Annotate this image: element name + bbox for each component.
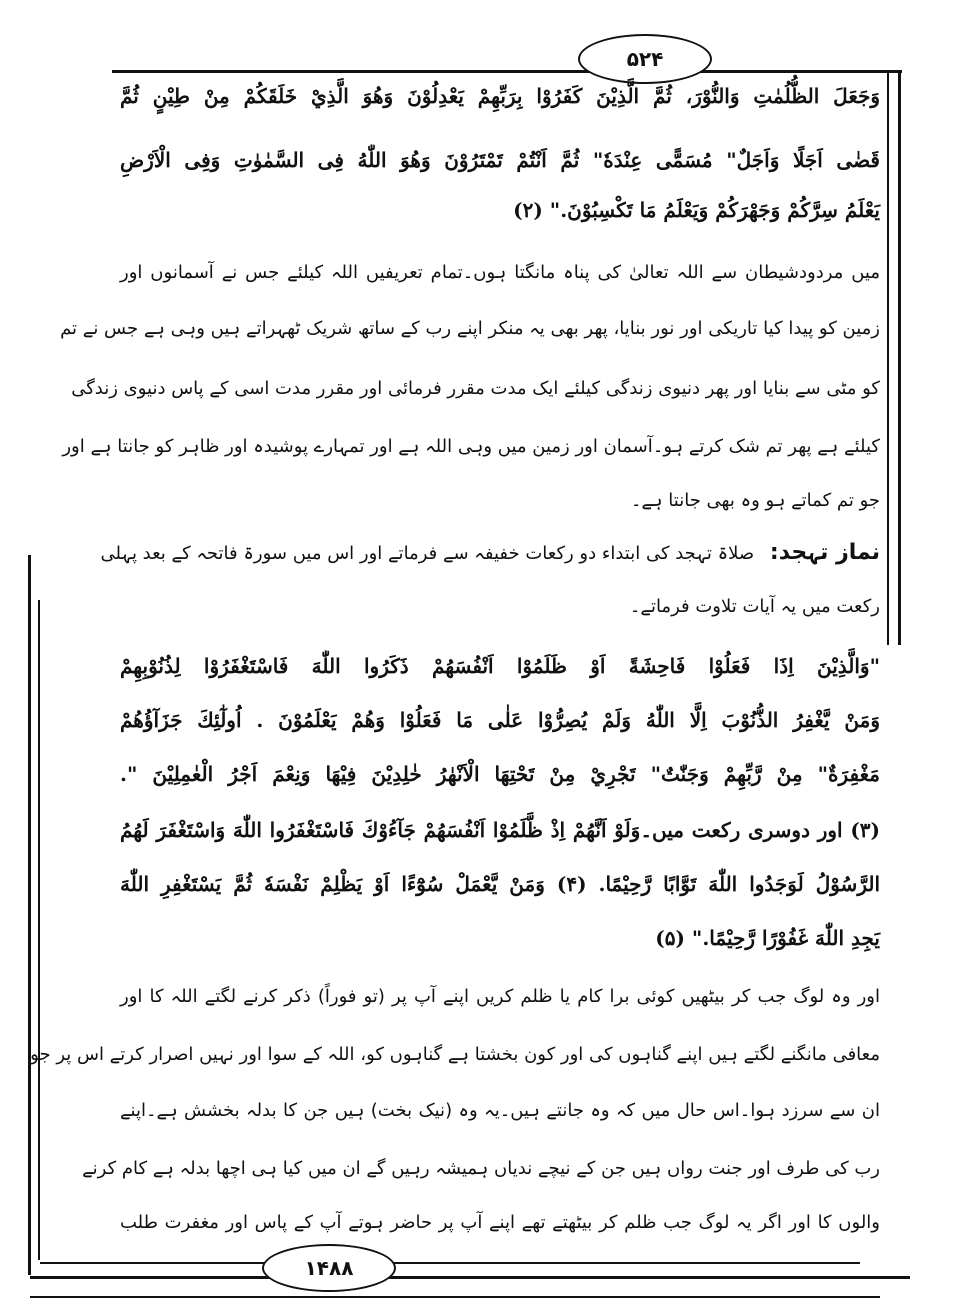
urdu-line: کیلئے ہے پھر تم شک کرتے ہو۔آسمان اور زمین میں وہی اللہ ہے اور تمہارے پوشیدہ اور ظاہر کو جانتا ہے اور	[62, 436, 880, 457]
urdu-line: والوں کا اور اگر یہ لوگ جب ظلم کر بیٹھتے تھے اپنے آپ پر حاضر ہوتے آپ کے پاس اور مغفرت طلب	[120, 1212, 880, 1233]
frame-left-rule-outer	[28, 555, 31, 1275]
urdu-line: میں مردودشیطان سے اللہ تعالیٰ کی پناہ مانگتا ہوں۔تمام تعریفیں اللہ کیلئے جس نے آسمانوں اور	[120, 262, 880, 283]
urdu-line-text: صلاۃ تہجد کی ابتداء دو رکعات خفیفہ سے فرماتے اور اس میں سورۃ فاتحہ کے بعد پہلی	[100, 543, 755, 564]
arabic-line: قَضٰى اَجَلًا وَاَجَلٌ" مُسَمًّى عِنْدَهٗ" ثُمَّ اَنْتُمْ تَمْتَرُوْنَ وَهُوَ اللّٰهُ فِى السَّمٰوٰتِ وَفِى الْاَرْضِ	[120, 148, 880, 172]
content	[30, 0, 881, 1308]
arabic-line: يَجِدِ اللّٰهَ غَفُوْرًا رَّحِيْمًا." (۵)	[655, 926, 880, 950]
frame-right-rule-outer	[898, 70, 901, 645]
frame-left-rule-inner	[38, 600, 40, 1260]
frame-right-rule-inner	[887, 70, 889, 645]
urdu-line: رب کی طرف اور جنت رواں ہیں جن کے نیچے ندیاں ہمیشہ رہیں گے ان میں کیا ہی اچھا بدلہ ہے کام کرنے	[82, 1158, 880, 1179]
section-heading: نماز تہجد:	[769, 540, 880, 565]
footer-page-number-text: ۱۴۸۸	[304, 1256, 354, 1280]
urdu-line: کو مٹی سے بنایا اور پھر دنیوی زندگی کیلئے ایک مدت مقرر فرمائی اور مقرر مدت اسی کے پاس دنیوی زندگی	[71, 378, 880, 399]
arabic-line: (۳) اور دوسری رکعت میں۔وَلَوْ اَنَّهُمْ اِذْ ظَّلَمُوْا اَنْفُسَهُمْ جَآءُوْكَ فَاسْتَغْفَرُوا اللّٰهَ وَاسْتَغْفَرَ لَهُمُ	[120, 818, 880, 842]
urdu-line: معافی مانگنے لگتے ہیں اپنے گناہوں کی اور کون بخشتا ہے گناہوں کو، اللہ کے سوا اور نہیں اصرار کرتے اس پر جو	[30, 1044, 880, 1065]
urdu-line: اور وہ لوگ جب کر بیٹھیں کوئی برا کام یا ظلم کریں اپنے آپ پر (تو فوراً) ذکر کرنے لگتے اللہ کا اور	[120, 986, 880, 1007]
arabic-line: مَغْفِرَةٌ" مِنْ رَّبِّهِمْ وَجَنّٰتٌ" تَجْرِيْ مِنْ تَحْتِهَا الْاَنْهٰرُ خٰلِدِيْنَ فِيْهَا وَنِعْمَ اَجْرُ الْعٰمِلِيْنَ ".	[120, 762, 880, 786]
urdu-line: جو تم کماتے ہو وہ بھی جانتا ہے۔	[630, 490, 880, 511]
arabic-line: يَعْلَمُ سِرَّكُمْ وَجَهْرَكُمْ وَيَعْلَمُ مَا تَكْسِبُوْنَ." (۲)	[513, 198, 880, 222]
header-page-number-text: ۵۲۴	[626, 47, 664, 71]
urdu-line: ان سے سرزد ہوا۔اس حال میں کہ وہ جانتے ہیں۔یہ وہ (نیک بخت) ہیں جن کا بدلہ بخشش ہے۔اپنے	[120, 1100, 880, 1121]
urdu-line: زمین کو پیدا کیا تاریکی اور نور بنایا، پھر بھی یہ منکر اپنے رب کے ساتھ شریک ٹھہراتے ہیں وہی ہے جس نے تم	[60, 318, 880, 339]
arabic-line: الرَّسُوْلُ لَوَجَدُوا اللّٰهَ تَوَّابًا رَّحِيْمًا. (۴) وَمَنْ يَّعْمَلْ سُوْٓءًا اَوْ يَظْلِمْ نَفْسَهٗ ثُمَّ يَسْتَغْفِرِ اللّٰهَ	[120, 872, 881, 896]
arabic-line: "وَالَّذِيْنَ اِذَا فَعَلُوْا فَاحِشَةً اَوْ ظَلَمُوْا اَنْفُسَهُمْ ذَكَرُوا اللّٰهَ فَاسْتَغْفَرُوْا لِذُنُوْبِهِمْ	[120, 654, 880, 678]
arabic-line: وَمَنْ يَّغْفِرُ الذُّنُوْبَ اِلَّا اللّٰهُ وَلَمْ يُصِرُّوْا عَلٰى مَا فَعَلُوْا وَهُمْ يَعْلَمُوْنَ . اُولٰٓئِكَ جَزَآؤُهُمْ	[120, 708, 880, 732]
arabic-line: وَجَعَلَ الظُّلُمٰتِ وَالنُّوْرَ، ثُمَّ الَّذِيْنَ كَفَرُوْا بِرَبِّهِمْ يَعْدِلُوْنَ وَهُوَ الَّذِيْ خَلَقَكُمْ مِنْ طِيْنٍ ثُمَّ	[120, 84, 880, 108]
urdu-line: رکعت میں یہ آیات تلاوت فرماتے۔	[629, 596, 880, 617]
urdu-line-with-heading	[100, 540, 880, 565]
